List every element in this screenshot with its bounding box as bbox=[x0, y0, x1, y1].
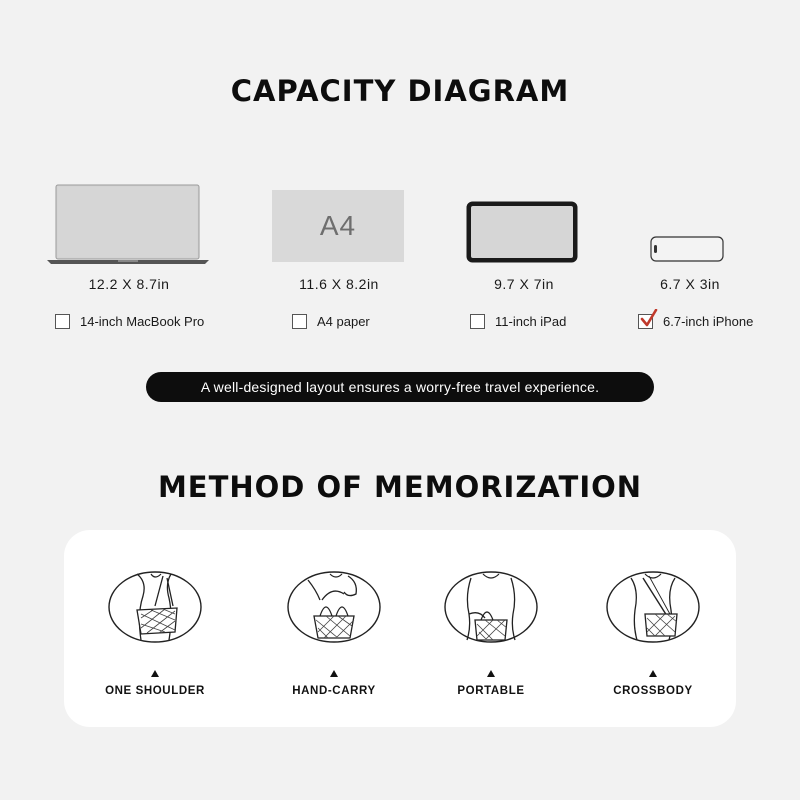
option-label-iphone: 6.7-inch iPhone bbox=[663, 313, 754, 329]
tagline-text: A well-designed layout ensures a worry-free travel experience. bbox=[200, 379, 600, 395]
checkmark-icon bbox=[640, 309, 658, 329]
option-iphone[interactable] bbox=[638, 312, 753, 330]
dimension-a4: 11.6 X 8.2in bbox=[299, 276, 379, 292]
option-label-macbook: 14-inch MacBook Pro bbox=[80, 313, 205, 329]
a4-face-text: A4 bbox=[319, 210, 357, 241]
method-crossbody bbox=[578, 570, 728, 697]
dimension-iphone: 6.7 X 3in bbox=[660, 276, 720, 292]
arrow-up-icon bbox=[330, 670, 338, 677]
arrow-up-icon bbox=[151, 670, 159, 677]
method-label-crossbody: CROSSBODY bbox=[613, 685, 693, 697]
tablet-icon bbox=[465, 200, 579, 264]
option-label-a4: A4 paper bbox=[317, 313, 370, 329]
method-card bbox=[64, 530, 736, 727]
crossbody-icon bbox=[605, 570, 701, 644]
checkbox-iphone[interactable] bbox=[638, 314, 653, 329]
method-portable bbox=[416, 570, 566, 697]
method-label-hand-carry: HAND-CARRY bbox=[292, 685, 376, 697]
hand-carry-icon bbox=[286, 570, 382, 644]
checkbox-a4[interactable] bbox=[292, 314, 307, 329]
method-one-shoulder bbox=[80, 570, 230, 697]
portable-icon bbox=[443, 570, 539, 644]
laptop-icon bbox=[46, 184, 210, 266]
method-title: METHOD OF MEMORIZATION bbox=[157, 470, 643, 504]
option-label-ipad: 11-inch iPad bbox=[495, 313, 567, 329]
one-shoulder-icon bbox=[107, 570, 203, 644]
arrow-up-icon bbox=[649, 670, 657, 677]
checkbox-macbook[interactable] bbox=[55, 314, 70, 329]
method-hand-carry bbox=[259, 570, 409, 697]
arrow-up-icon bbox=[487, 670, 495, 677]
method-label-portable: PORTABLE bbox=[457, 685, 525, 697]
dimension-laptop: 12.2 X 8.7in bbox=[88, 276, 170, 292]
a4-paper-icon bbox=[272, 190, 404, 262]
option-ipad[interactable] bbox=[470, 312, 566, 330]
tagline-pill bbox=[146, 372, 654, 402]
method-label-one-shoulder: ONE SHOULDER bbox=[105, 685, 205, 697]
capacity-title: CAPACITY DIAGRAM bbox=[230, 74, 570, 108]
option-macbook[interactable] bbox=[55, 312, 204, 330]
dimension-ipad: 9.7 X 7in bbox=[494, 276, 554, 292]
checkbox-ipad[interactable] bbox=[470, 314, 485, 329]
phone-icon bbox=[650, 236, 724, 262]
option-a4[interactable] bbox=[292, 312, 370, 330]
